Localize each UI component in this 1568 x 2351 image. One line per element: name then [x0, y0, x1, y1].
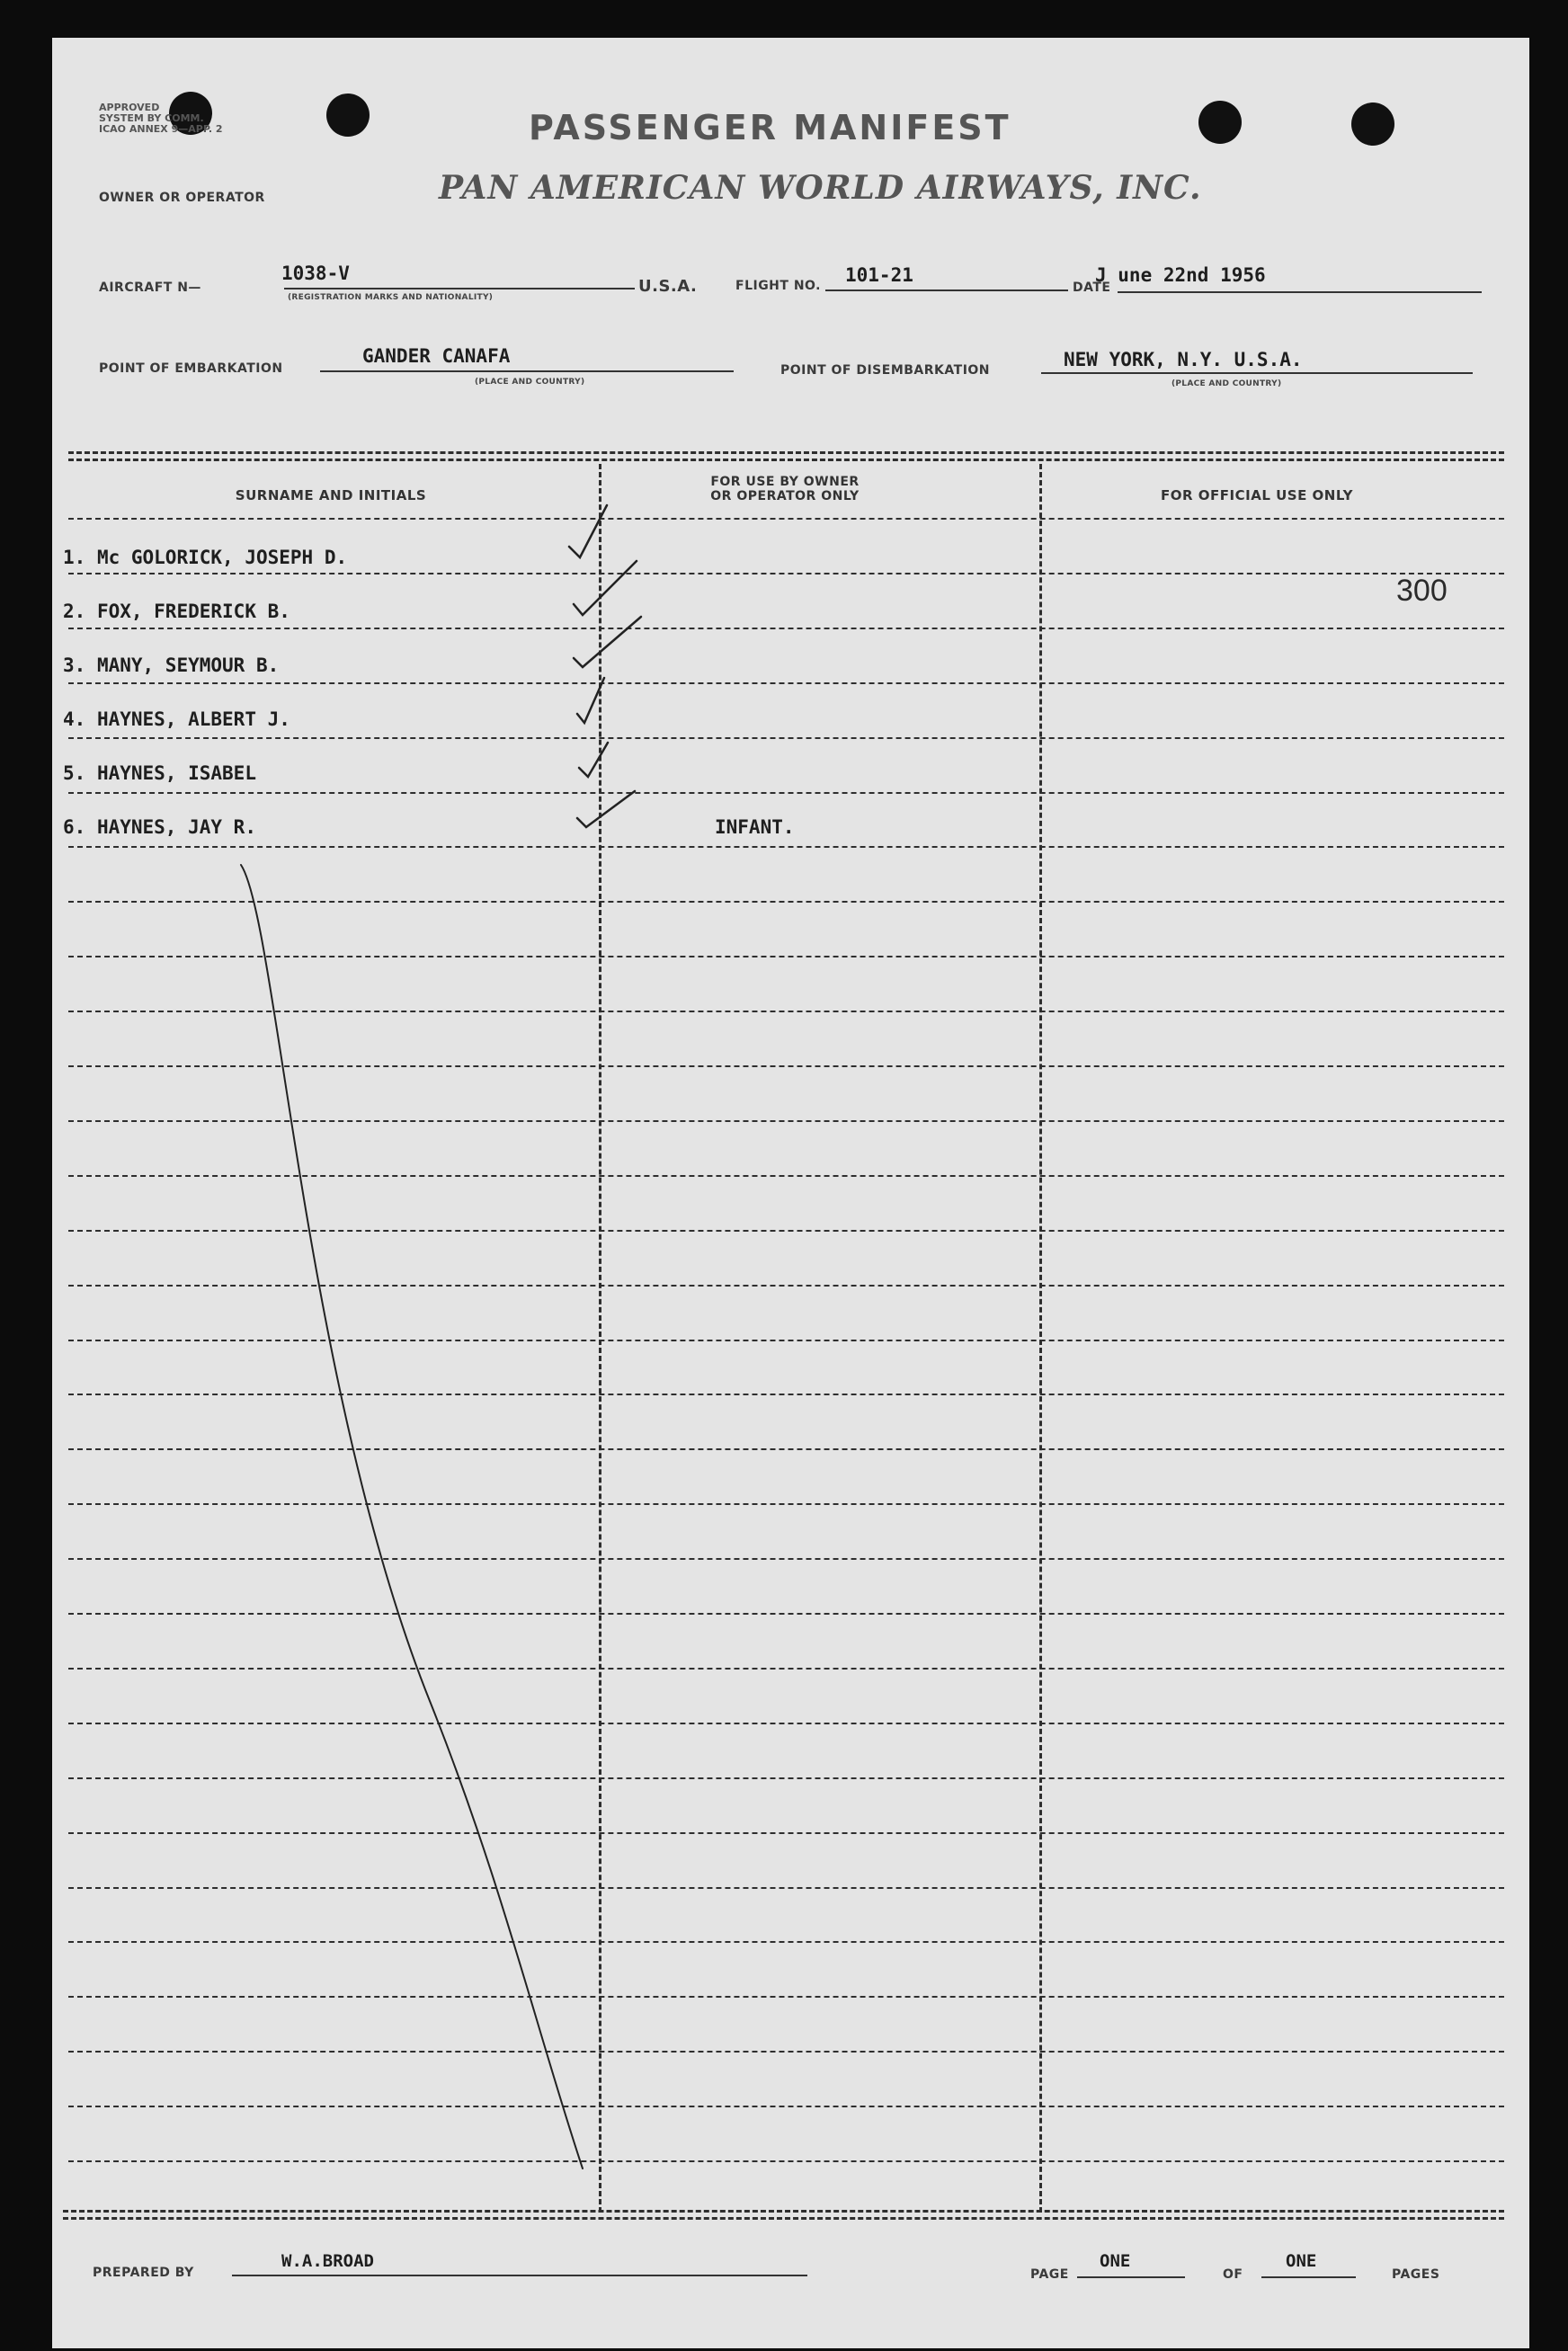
of-value: ONE: [1286, 2251, 1317, 2271]
owner-label: OWNER OR OPERATOR: [99, 191, 265, 205]
passenger-name: HAYNES, ISABEL: [96, 762, 256, 784]
official-mark: 300: [1396, 574, 1448, 608]
manifest-sheet: [52, 38, 1529, 2348]
passenger-name: Mc GOLORICK, JOSEPH D.: [96, 547, 348, 568]
approval-line: ICAO ANNEX 9—APP. 2: [99, 123, 223, 135]
check-mark: [577, 678, 604, 723]
passenger-number: 2.: [63, 601, 86, 622]
column-header-official: FOR OFFICIAL USE ONLY: [1161, 487, 1353, 503]
disembark-place-caption: (PLACE AND COUNTRY): [1172, 379, 1282, 388]
owner-use-line-2: OR OPERATOR ONLY: [710, 489, 860, 503]
page-underline: [1077, 2276, 1185, 2278]
passenger-name: MANY, SEYMOUR B.: [96, 655, 280, 676]
passenger-number: 5.: [63, 762, 86, 784]
table-bottom-rule: [63, 2217, 1504, 2220]
embark-place-caption: (PLACE AND COUNTRY): [475, 378, 585, 387]
embark-label: POINT OF EMBARKATION: [99, 361, 283, 376]
usa-label: U.S.A.: [638, 277, 698, 296]
handwritten-marks: [52, 38, 1529, 2348]
page-value: ONE: [1100, 2251, 1131, 2271]
check-mark: [579, 743, 608, 777]
flight-value: 101-21: [845, 264, 913, 286]
passenger-note: INFANT.: [715, 816, 795, 838]
date-label: DATE: [1073, 281, 1111, 295]
passenger-number: 4.: [63, 708, 86, 730]
passenger-number: 6.: [63, 816, 86, 838]
page-label: PAGE: [1030, 2267, 1069, 2282]
flight-label: FLIGHT NO.: [735, 279, 821, 293]
check-mark: [577, 791, 635, 827]
passenger-name: HAYNES, JAY R.: [96, 816, 256, 838]
aircraft-sub: (REGISTRATION MARKS AND NATIONALITY): [288, 293, 494, 302]
check-mark: [574, 561, 637, 615]
owner-use-line-1: FOR USE BY OWNER: [710, 475, 860, 489]
aircraft-value: 1038-V: [281, 263, 350, 284]
column-header-surname: SURNAME AND INITIALS: [235, 487, 427, 503]
disembark-value: NEW YORK, N.Y. U.S.A.: [1064, 349, 1303, 370]
prepared-value: W.A.BROAD: [281, 2251, 374, 2271]
form-title: PASSENGER MANIFEST: [529, 108, 1011, 147]
table-bottom-rule: [63, 2210, 1504, 2213]
date-value: J une 22nd 1956: [1095, 264, 1266, 286]
check-mark: [574, 617, 641, 667]
prepared-underline: [232, 2275, 807, 2276]
approval-line: APPROVED: [99, 102, 160, 113]
prepared-label: PREPARED BY: [93, 2266, 194, 2280]
pages-label: PAGES: [1392, 2267, 1440, 2282]
aircraft-label: AIRCRAFT N—: [99, 281, 201, 295]
ditto-line: [241, 865, 583, 2168]
check-mark: [569, 505, 607, 557]
of-underline: [1261, 2276, 1356, 2278]
owner-value: PAN AMERICAN WORLD AIRWAYS, INC.: [439, 169, 1202, 207]
passenger-number: 1.: [63, 547, 86, 568]
approval-line: SYSTEM BY COMM.: [99, 112, 204, 124]
embark-value: GANDER CANAFA: [362, 345, 511, 367]
disembark-label: POINT OF DISEMBARKATION: [780, 363, 991, 378]
of-label: OF: [1223, 2267, 1243, 2282]
passenger-number: 3.: [63, 655, 86, 676]
passenger-name: FOX, FREDERICK B.: [96, 601, 290, 622]
passenger-name: HAYNES, ALBERT J.: [96, 708, 290, 730]
